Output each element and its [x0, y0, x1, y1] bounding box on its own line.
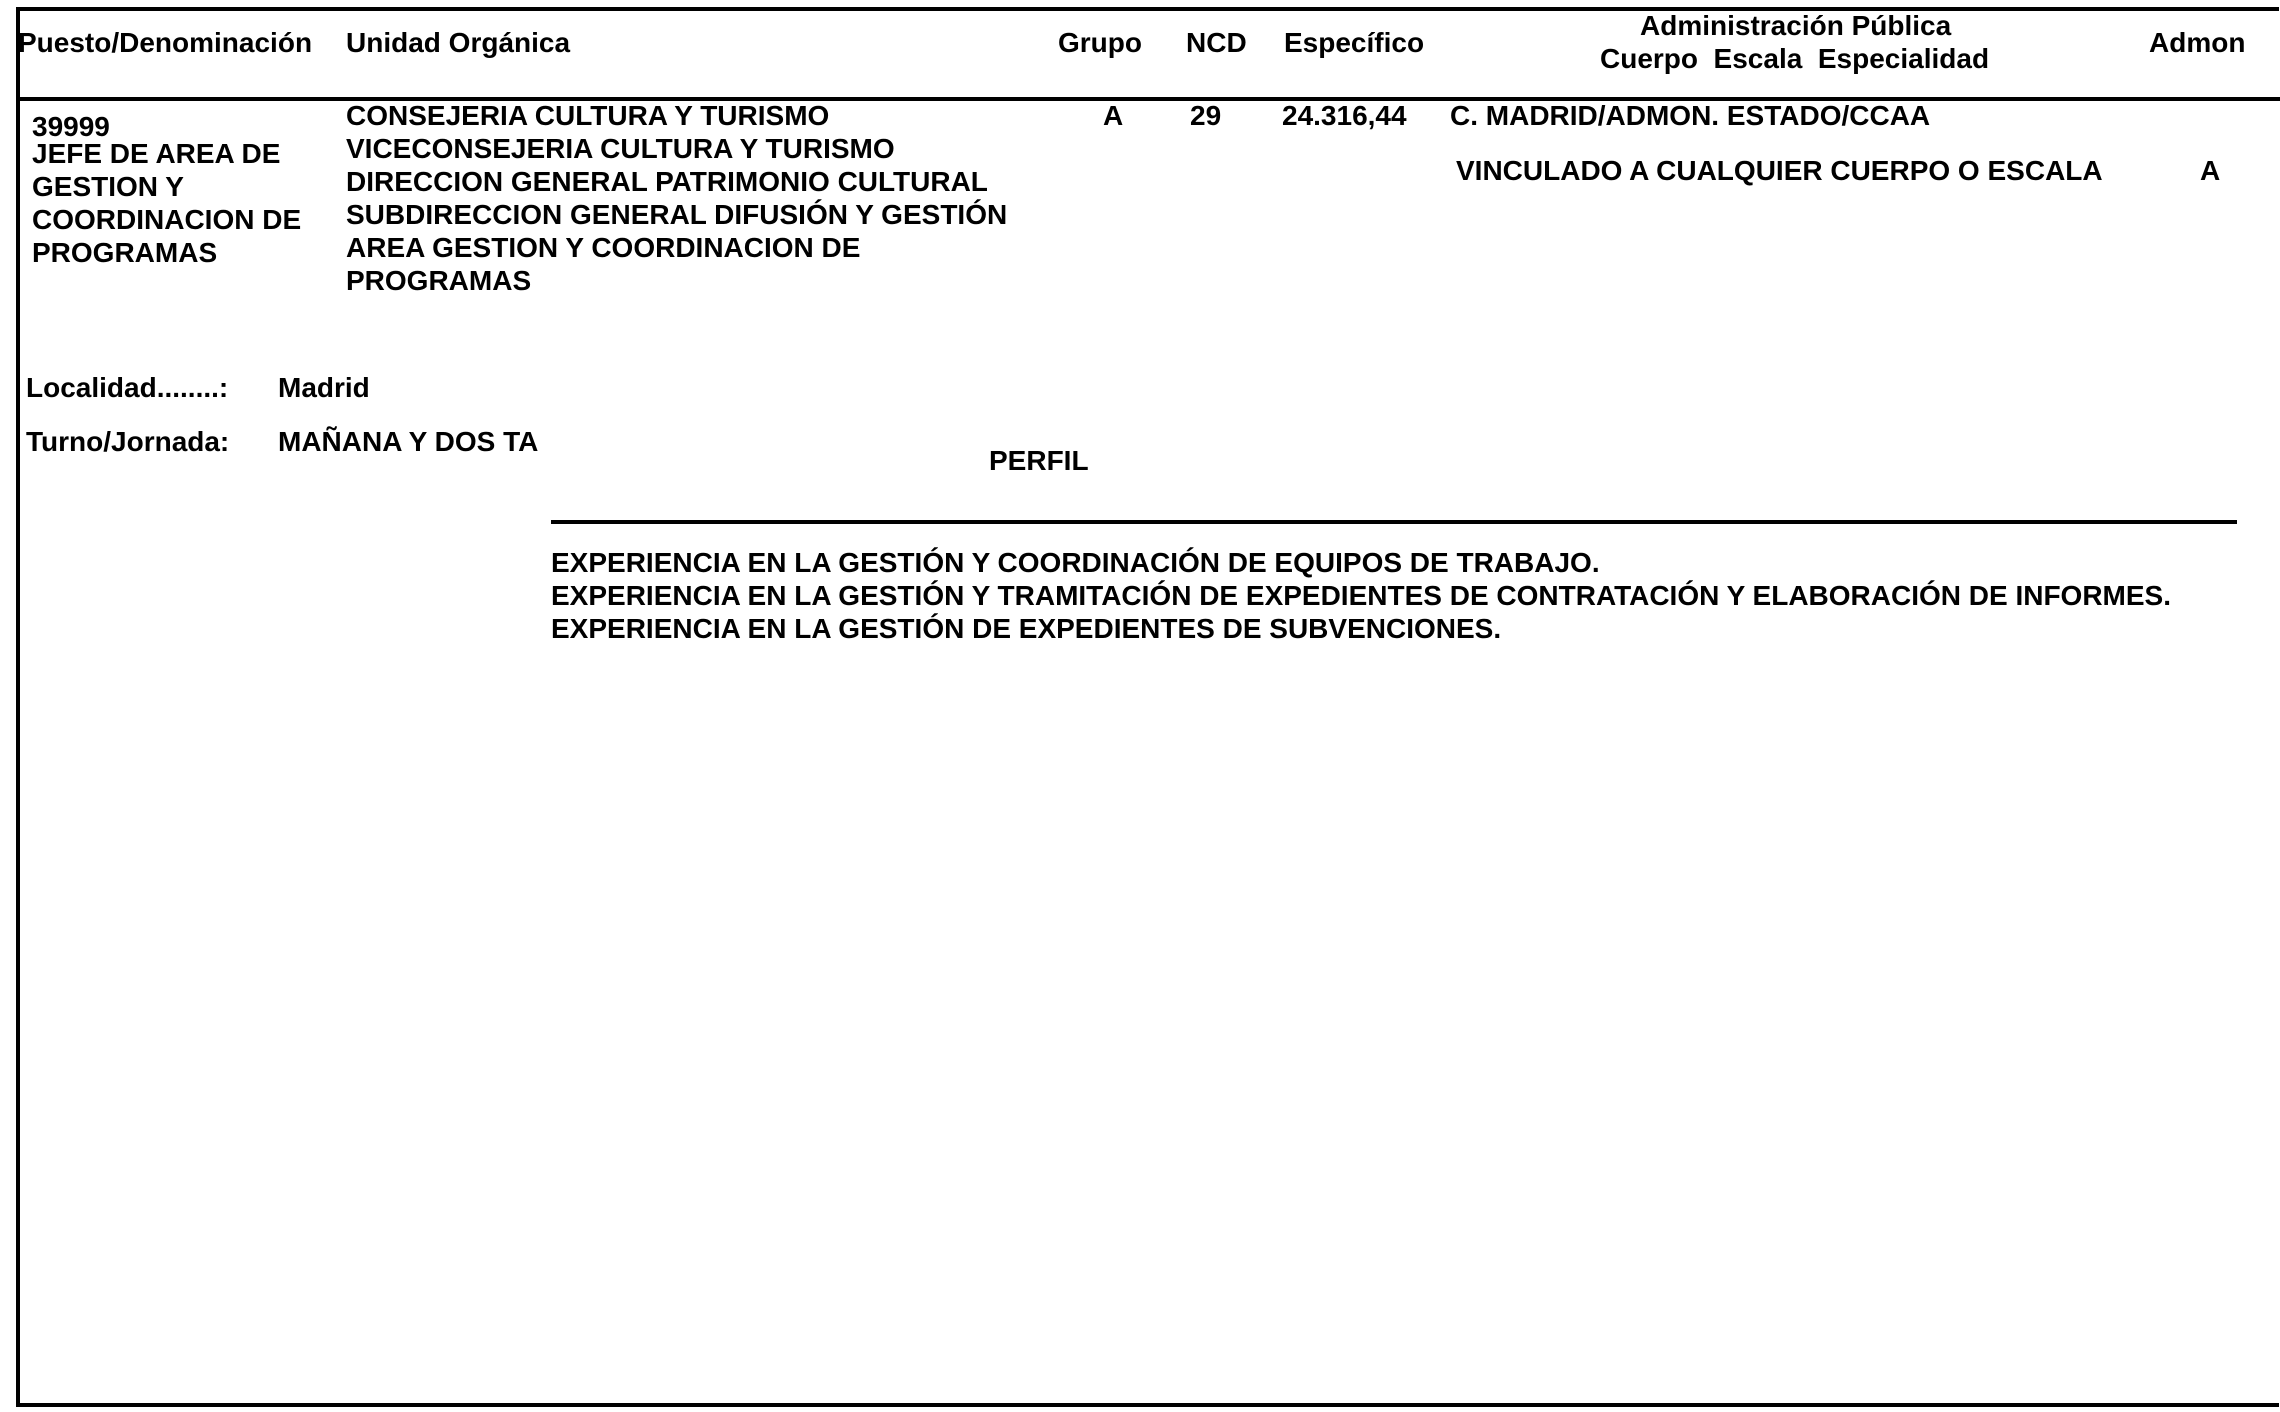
- header-ncd: NCD: [1186, 27, 1247, 58]
- denominacion-line: JEFE DE AREA DE: [32, 138, 281, 169]
- ncd-value: 29: [1190, 100, 1222, 131]
- grupo-value: A: [1103, 100, 1124, 131]
- cuerpo-value: VINCULADO A CUALQUIER CUERPO O ESCALA: [1456, 155, 2103, 186]
- perfil-title: PERFIL: [989, 445, 1089, 476]
- perfil-line: EXPERIENCIA EN LA GESTIÓN DE EXPEDIENTES DE SUBVENCIONES.: [551, 613, 1502, 644]
- denominacion-line: PROGRAMAS: [32, 237, 218, 268]
- unidad-line: CONSEJERIA CULTURA Y TURISMO: [346, 100, 830, 131]
- header-admon: Admon: [2149, 27, 2246, 58]
- header-puesto: Puesto/Denominación: [18, 27, 313, 58]
- unidad-line: VICECONSEJERIA CULTURA Y TURISMO: [346, 133, 895, 164]
- unidad-line: DIRECCION GENERAL PATRIMONIO CULTURAL: [346, 166, 988, 197]
- perfil-rule: [551, 520, 2237, 524]
- perfil-line: EXPERIENCIA EN LA GESTIÓN Y TRAMITACIÓN DE EXPEDIENTES DE CONTRATACIÓN Y ELABORACIÓN DE INFORMES.: [551, 580, 2172, 611]
- header-cuerpo-escala: Cuerpo Escala Especialidad: [1600, 43, 1990, 74]
- unidad-line: SUBDIRECCION GENERAL DIFUSIÓN Y GESTIÓN: [346, 199, 1008, 230]
- localidad-label: Localidad........:: [26, 372, 229, 403]
- unidad-line: PROGRAMAS: [346, 265, 532, 296]
- turno-label: Turno/Jornada:: [26, 426, 230, 457]
- header-administracion-publica: Administración Pública: [1640, 10, 1952, 41]
- denominacion-line: GESTION Y: [32, 171, 184, 202]
- turno-value: MAÑANA Y DOS TA: [278, 426, 539, 457]
- perfil-line: EXPERIENCIA EN LA GESTIÓN Y COORDINACIÓN DE EQUIPOS DE TRABAJO.: [551, 547, 1600, 578]
- unidad-line: AREA GESTION Y COORDINACION DE: [346, 232, 861, 263]
- especifico-value: 24.316,44: [1282, 100, 1407, 131]
- administracion-value: C. MADRID/ADMON. ESTADO/CCAA: [1450, 100, 1931, 131]
- puesto-codigo: 39999: [32, 111, 110, 142]
- header-especifico: Específico: [1284, 27, 1425, 58]
- header-unidad: Unidad Orgánica: [346, 27, 571, 58]
- header-grupo: Grupo: [1058, 27, 1142, 58]
- denominacion-line: COORDINACION DE: [32, 204, 302, 235]
- localidad-value: Madrid: [278, 372, 370, 403]
- admon-value: A: [2200, 155, 2221, 186]
